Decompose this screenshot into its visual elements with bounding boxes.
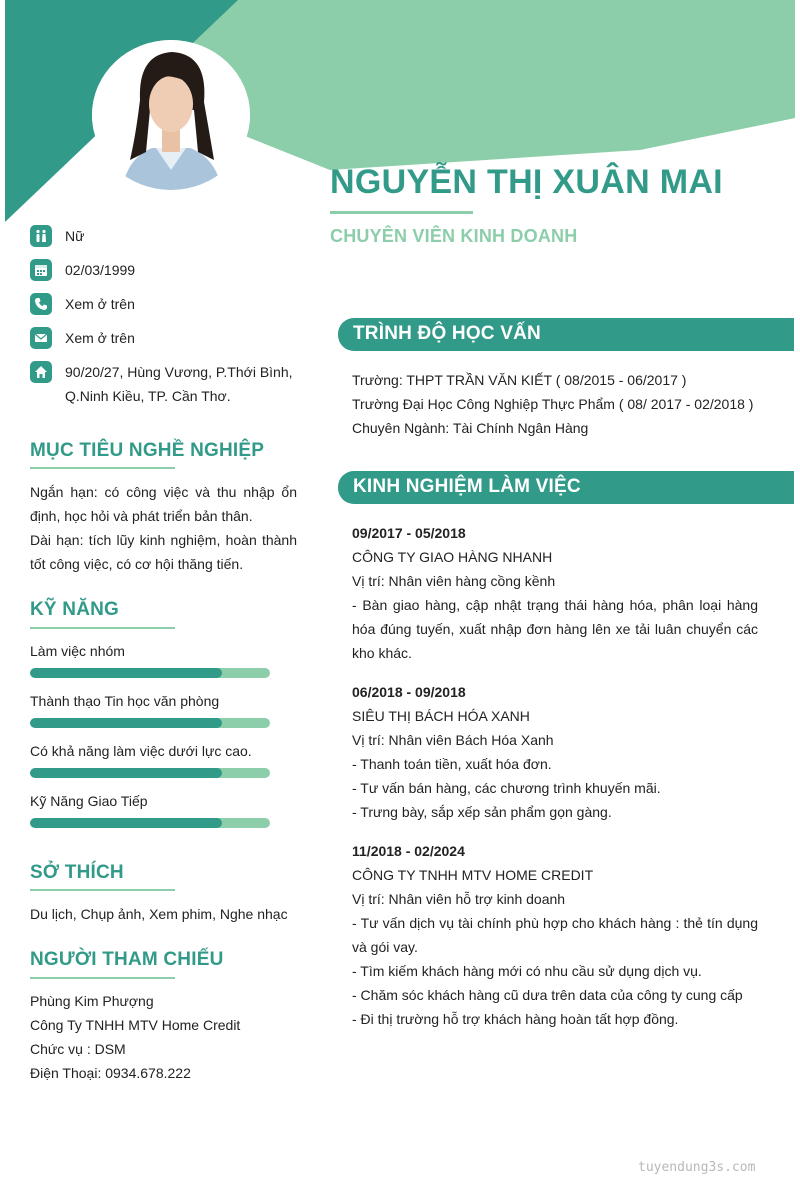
job-detail: - Thanh toán tiền, xuất hóa đơn.: [352, 756, 552, 772]
candidate-name: NGUYỄN THỊ XUÂN MAI: [330, 163, 723, 201]
job-detail: - Tư vấn bán hàng, các chương trình khuyến mãi.: [352, 780, 661, 796]
job-detail: - Đi thị trường hỗ trợ khách hàng hoàn tất hợp đồng.: [352, 1011, 679, 1027]
hobbies-divider: [30, 889, 175, 891]
objective-divider: [30, 467, 175, 469]
skill-label: Làm việc nhóm: [30, 643, 125, 659]
reference-position: Chức vụ : DSM: [30, 1041, 126, 1057]
address-line-2: Q.Ninh Kiều, TP. Cần Thơ.: [65, 388, 231, 404]
phone-text: Xem ở trên: [65, 296, 135, 312]
experience-title: KINH NGHIỆM LÀM VIỆC: [353, 476, 581, 497]
skill-bar-fill: [30, 668, 222, 678]
gender-text: Nữ: [65, 228, 85, 244]
phone-icon: [30, 293, 52, 315]
watermark: tuyendung3s.com: [638, 1160, 756, 1175]
reference-title: NGƯỜI THAM CHIẾU: [30, 949, 224, 970]
reference-phone: Điện Thoại: 0934.678.222: [30, 1065, 191, 1081]
objective-text: [30, 480, 297, 576]
reference-name: Phùng Kim Phượng: [30, 993, 154, 1009]
job-company: SIÊU THỊ BÁCH HÓA XANH: [352, 708, 530, 724]
skill-bar-fill: [30, 768, 222, 778]
hobbies-text: Du lịch, Chụp ảnh, Xem phim, Nghe nhạc: [30, 906, 288, 922]
education-title: TRÌNH ĐỘ HỌC VẤN: [353, 323, 541, 344]
job-position: Vị trí: Nhân viên Bách Hóa Xanh: [352, 732, 554, 748]
job-title: CHUYÊN VIÊN KINH DOANH: [330, 226, 578, 246]
job-entry: [352, 521, 758, 665]
job-detail: - Chăm sóc khách hàng cũ dưa trên data của công ty cung cấp: [352, 987, 743, 1003]
skills-title: KỸ NĂNG: [30, 599, 120, 620]
job-company: CÔNG TY TNHH MTV HOME CREDIT: [352, 867, 594, 883]
job-company: CÔNG TY GIAO HÀNG NHANH: [352, 549, 553, 565]
contact-gender: [30, 224, 300, 248]
skill-bar: [30, 718, 270, 728]
job-detail: - Tìm kiếm khách hàng mới có nhu cầu sử dụng dịch vụ.: [352, 963, 702, 979]
education-line: Trường Đại Học Công Nghiệp Thực Phẩm ( 08/ 2017 - 02/2018 ): [352, 396, 754, 412]
birthday-text: 02/03/1999: [65, 262, 136, 278]
gender-icon: [30, 225, 52, 247]
objective-title: MỤC TIÊU NGHỀ NGHIỆP: [30, 440, 265, 461]
job-position: Vị trí: Nhân viên hàng cồng kềnh: [352, 573, 556, 589]
job-position: Vị trí: Nhân viên hỗ trợ kinh doanh: [352, 891, 566, 907]
contact-address: [30, 360, 300, 408]
mail-icon: [30, 327, 52, 349]
job-detail: - Bàn giao hàng, cập nhật trạng thái hàng hóa, phân loại hàng hóa đúng tuyến, xuất nhập đơn hàng lên xe tải luân chuyển các kho khác.: [352, 597, 758, 661]
profile-photo: [92, 40, 250, 190]
home-icon: [30, 361, 52, 383]
job-entry: [352, 839, 758, 1031]
job-period: 09/2017 - 05/2018: [352, 525, 466, 541]
skill-label: Thành thạo Tin học văn phòng: [30, 693, 220, 709]
skill-bar: [30, 818, 270, 828]
reference-company: Công Ty TNHH MTV Home Credit: [30, 1017, 241, 1033]
job-detail: - Tư vấn dịch vụ tài chính phù hợp cho khách hàng : thẻ tín dụng và gói vay.: [352, 915, 758, 955]
job-entry: [352, 680, 758, 824]
name-divider: [330, 211, 473, 214]
hobbies-title: SỞ THÍCH: [30, 862, 124, 883]
education-line: Trường: THPT TRẦN VĂN KIẾT ( 08/2015 - 06/2017 ): [352, 372, 687, 388]
calendar-icon: [30, 259, 52, 281]
job-detail: - Trưng bày, sắp xếp sản phẩm gọn gàng.: [352, 804, 612, 820]
skills-divider: [30, 627, 175, 629]
skill-bar: [30, 768, 270, 778]
skill-bar-fill: [30, 718, 222, 728]
experience-header: [338, 471, 794, 504]
email-text: Xem ở trên: [65, 330, 135, 346]
job-period: 06/2018 - 09/2018: [352, 684, 466, 700]
contact-birthday: [30, 258, 300, 282]
objective-long-term: Dài hạn: tích lũy kinh nghiệm, hoàn thành tốt công việc, có cơ hội thăng tiến.: [30, 532, 297, 572]
education-header: [338, 318, 794, 351]
skill-label: Có khả năng làm việc dưới lực cao.: [30, 743, 252, 759]
skill-bar-fill: [30, 818, 222, 828]
skill-label: Kỹ Năng Giao Tiếp: [30, 793, 148, 809]
contact-phone: [30, 292, 300, 316]
contact-email: [30, 326, 300, 350]
education-line: Chuyên Ngành: Tài Chính Ngân Hàng: [352, 420, 589, 436]
reference-divider: [30, 977, 175, 979]
objective-short-term: Ngắn hạn: có công việc và thu nhập ổn định, học hỏi và phát triển bản thân.: [30, 484, 297, 524]
address-line-1: 90/20/27, Hùng Vương, P.Thới Bình,: [65, 364, 293, 380]
skill-bar: [30, 668, 270, 678]
job-period: 11/2018 - 02/2024: [352, 843, 465, 859]
